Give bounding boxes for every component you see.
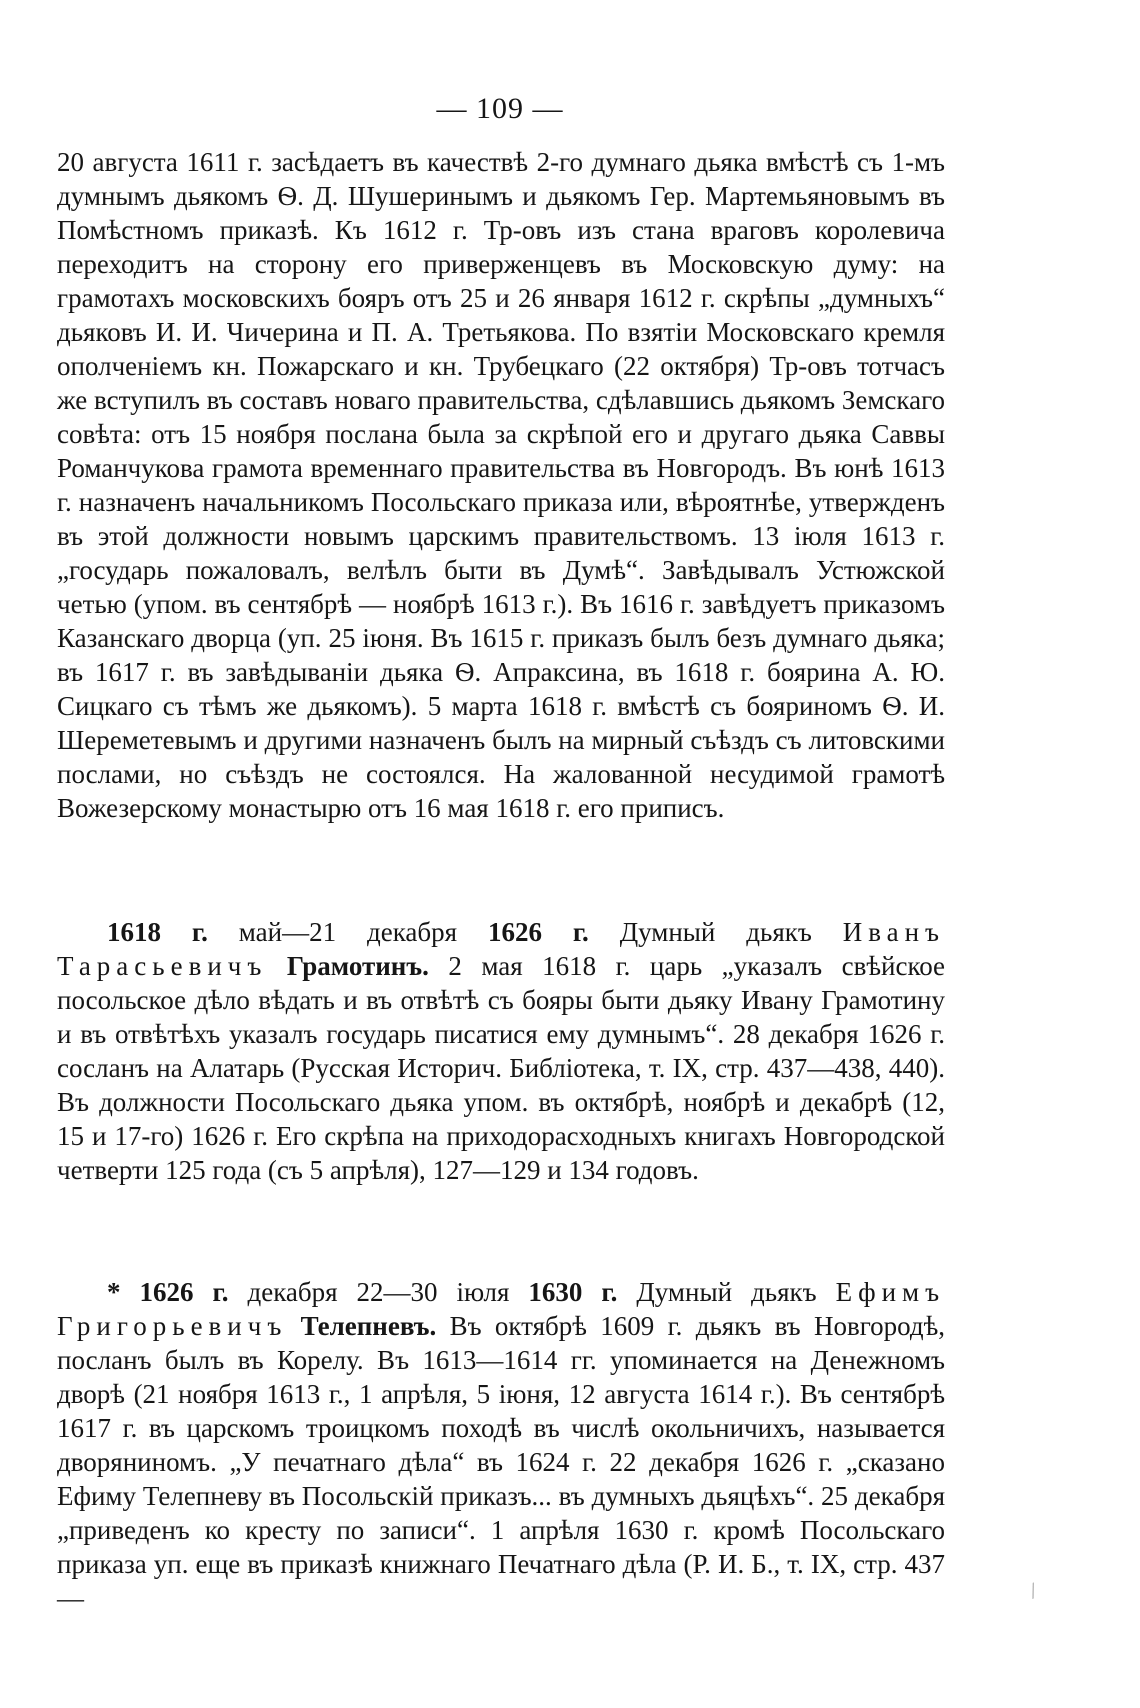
paragraph-2 [57, 915, 945, 1187]
entry-date-from: 1626 [139, 1277, 194, 1307]
entry-year-suffix: г. [212, 1277, 229, 1307]
paragraph-3 [57, 1275, 945, 1615]
margin-mark: ⁄ [1025, 1581, 1042, 1602]
entry-role: Думный дьякъ [636, 1277, 817, 1307]
entry-date-to: 1626 [487, 917, 542, 947]
entry-text: 2 мая 1618 г. царь „указалъ свѣйское посольское дѣло вѣдать и въ отвѣтѣ съ бояры быти дьяку Ивану Грамотину и въ отвѣтѣхъ указалъ государь писатися ему думнымъ“. 28 декабря 1626 г. сосланъ на Алатарь (Русская Историч. Библіотека, т. IX, стр. 437—438, 440). Въ должности Посольскаго дьяка упом. въ октябрѣ, ноябрѣ и декабрѣ (12, 15 и 17-го) 1626 г. Его скрѣпа на приходорасходныхъ книгахъ Новгородской четверти 125 года (съ 5 апрѣля), 127—129 и 134 годовъ. [57, 951, 946, 1185]
entry-surname: Грамотинъ. [286, 951, 429, 981]
entry-text: Въ октябрѣ 1609 г. дьякъ въ Новгородѣ, посланъ былъ въ Корелу. Въ 1613—1614 гг. упоминается на Денежномъ дворѣ (21 ноября 1613 г., 1 апрѣля, 5 іюня, 12 августа 1614 г.). Въ сентябрѣ 1617 г. въ царскомъ троицкомъ походѣ въ числѣ окольничихъ, называется дворяниномъ. „У печатнаго дѣла“ въ 1624 г. 22 декабря 1626 г. „сказано Ефиму Телепневу въ Посольскій приказъ... въ думныхъ дьяцѣхъ“. 25 декабря „приведенъ ко кресту по записи“. 1 апрѣля 1630 г. кромѣ Посольскаго приказа уп. еще въ приказѣ книжнаго Печатнаго дѣла (Р. И. Б., т. IX, стр. 437— [57, 1311, 945, 1613]
entry-star: * [107, 1277, 121, 1307]
entry-date-range: май—21 декабря [238, 917, 458, 947]
entry-given-name: Ефимъ Григорьевичъ [57, 1277, 946, 1341]
entry-year-suffix: г. [601, 1277, 618, 1307]
entry-date-range: декабря 22—30 іюля [247, 1277, 510, 1307]
paragraph-1: 20 августа 1611 г. засѣдаетъ въ качествѣ 2-го думнаго дьяка вмѣстѣ съ 1-мъ думнымъ дьякомъ Ѳ. Д. Шушеринымъ и дьякомъ Гер. Мартемьяновымъ въ Помѣстномъ приказѣ. Къ 1612 г. Тр-овъ изъ стана враговъ королевича переходитъ на сторону его приверженцевъ въ Московскую думу: на грамотахъ московскихъ бояръ отъ 25 и 26 января 1612 г. скрѣпы „думныхъ“ дьяковъ И. И. Чичерина и П. А. Третьякова. По взятіи Московскаго кремля ополченіемъ кн. Пожарскаго и кн. Трубецкаго (22 октября) Тр-овъ тотчасъ же вступилъ въ составъ новаго правительства, сдѣлавшись дьякомъ Земскаго совѣта: отъ 15 ноября послана была за скрѣпой его и другаго дьяка Саввы Романчукова грамота временнаго правительства въ Новгородъ. Въ юнѣ 1613 г. назначенъ начальникомъ Посольскаго приказа или, вѣроятнѣе, утвержденъ въ этой должности новымъ царскимъ правительствомъ. 13 іюля 1613 г. „государь пожаловалъ, велѣлъ быти въ Думѣ“. Завѣдывалъ Устюжской четью (упом. въ сентябрѣ — ноябрѣ 1613 г.). Въ 1616 г. завѣдуетъ приказомъ Казанскаго дворца (уп. 25 іюня. Въ 1615 г. приказъ былъ безъ думнаго дьяка; въ 1617 г. въ завѣдываніи дьяка Ѳ. Апраксина, въ 1618 г. боярина А. Ю. Сицкаго съ тѣмъ же дьякомъ). 5 марта 1618 г. вмѣстѣ съ бояриномъ Ѳ. И. Шереметевымъ и другими назначенъ былъ на мирный съѣздъ съ литовскими послами, но съѣздъ не состоялся. На жалованной несудимой грамотѣ Вожезерскому монастырю отъ 16 мая 1618 г. его приписъ. [57, 147, 945, 823]
entry-surname: Телепневъ. [300, 1311, 437, 1341]
page-number: — 109 — [436, 92, 564, 125]
entry-date-from: 1618 [107, 917, 161, 947]
entry-given-name: Иванъ Тарасьевичъ [57, 917, 945, 981]
entry-year-suffix: г. [191, 917, 208, 947]
entry-year-suffix: г. [572, 917, 589, 947]
entry-role: Думный дьякъ [619, 917, 812, 947]
entry-date-to: 1630 [528, 1277, 583, 1307]
